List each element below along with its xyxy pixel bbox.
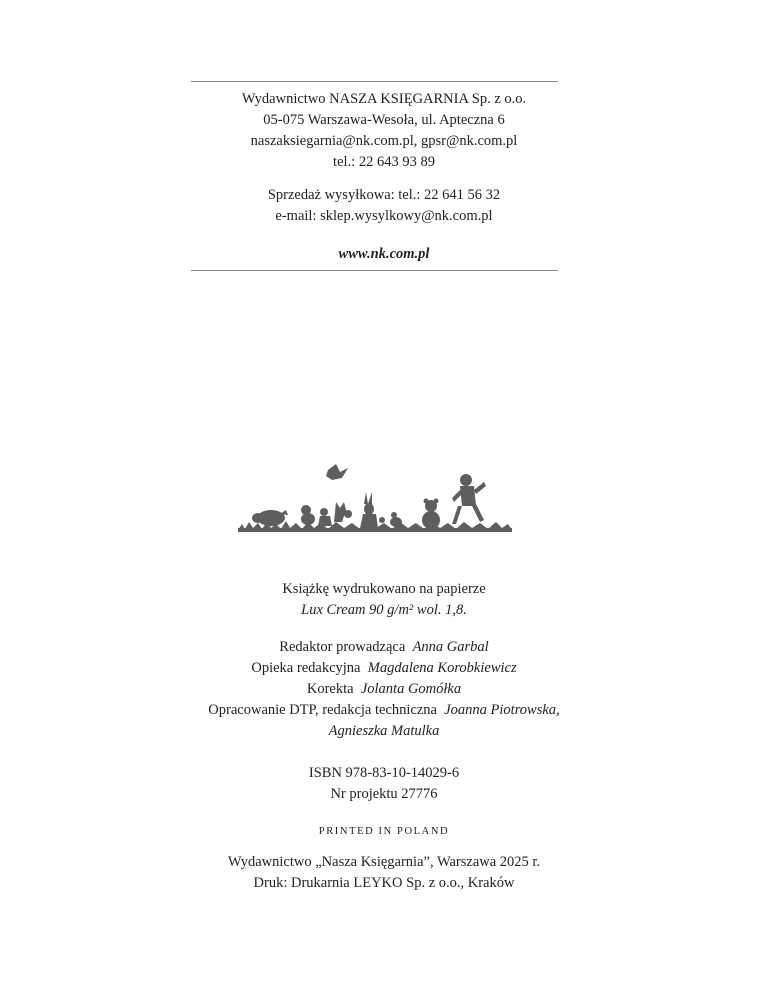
mail-order-block [0, 185, 768, 227]
website: www.nk.com.pl [338, 246, 430, 262]
mail-order-phone: Sprzedaż wysyłkowa: tel.: 22 641 56 32 [267, 187, 501, 203]
publisher-block [0, 89, 768, 173]
footer-publisher: Wydawnictwo „Nasza Księgarnia”, Warszawa 2025 r. [227, 854, 541, 870]
publisher-name: Wydawnictwo NASZA KSIĘGARNIA Sp. z o.o. [241, 91, 527, 107]
paper-info [0, 579, 768, 621]
credit-dtp-name: Joanna Piotrowska, [444, 702, 560, 718]
footer-printer: Druk: Drukarnia LEYKO Sp. z o.o., Kraków [253, 875, 515, 891]
mail-order-email: e-mail: sklep.wysylkowy@nk.com.pl [275, 208, 493, 224]
printed-in: PRINTED IN POLAND [318, 826, 450, 837]
bottom-rule [191, 270, 558, 271]
credit-supervision [0, 658, 768, 679]
project-number: Nr projektu 27776 [330, 786, 438, 802]
credit-editor-label: Redaktor prowadząca [279, 639, 406, 655]
credit-supervision-label: Opieka redakcyjna [251, 660, 361, 676]
paper-line: Książkę wydrukowano na papierze [282, 581, 486, 597]
top-rule [191, 81, 558, 82]
credit-proof [0, 679, 768, 700]
publisher-address: 05-075 Warszawa-Wesoła, ul. Apteczna 6 [263, 112, 505, 128]
credit-editor-name: Anna Garbal [412, 639, 489, 655]
publisher-phone: tel.: 22 643 93 89 [333, 154, 435, 170]
paper-type: Lux Cream 90 g/m² wol. 1,8. [301, 602, 467, 618]
isbn: ISBN 978-83-10-14029-6 [308, 765, 460, 781]
credit-dtp [0, 700, 768, 721]
credit-supervision-name: Magdalena Korobkiewicz [367, 660, 517, 676]
identifiers-block [0, 763, 768, 805]
credit-dtp-name-2: Agnieszka Matulka [328, 723, 440, 739]
characters-silhouette-illustration [236, 462, 514, 534]
credit-editor [0, 637, 768, 658]
credit-dtp-label: Opracowanie DTP, redakcja techniczna [208, 702, 437, 718]
footer-block [0, 852, 768, 894]
publisher-emails: naszaksiegarnia@nk.com.pl, gpsr@nk.com.pl [250, 133, 518, 149]
credits-block [0, 637, 768, 742]
credit-proof-name: Jolanta Gomółka [360, 681, 462, 697]
credit-proof-label: Korekta [306, 681, 354, 697]
